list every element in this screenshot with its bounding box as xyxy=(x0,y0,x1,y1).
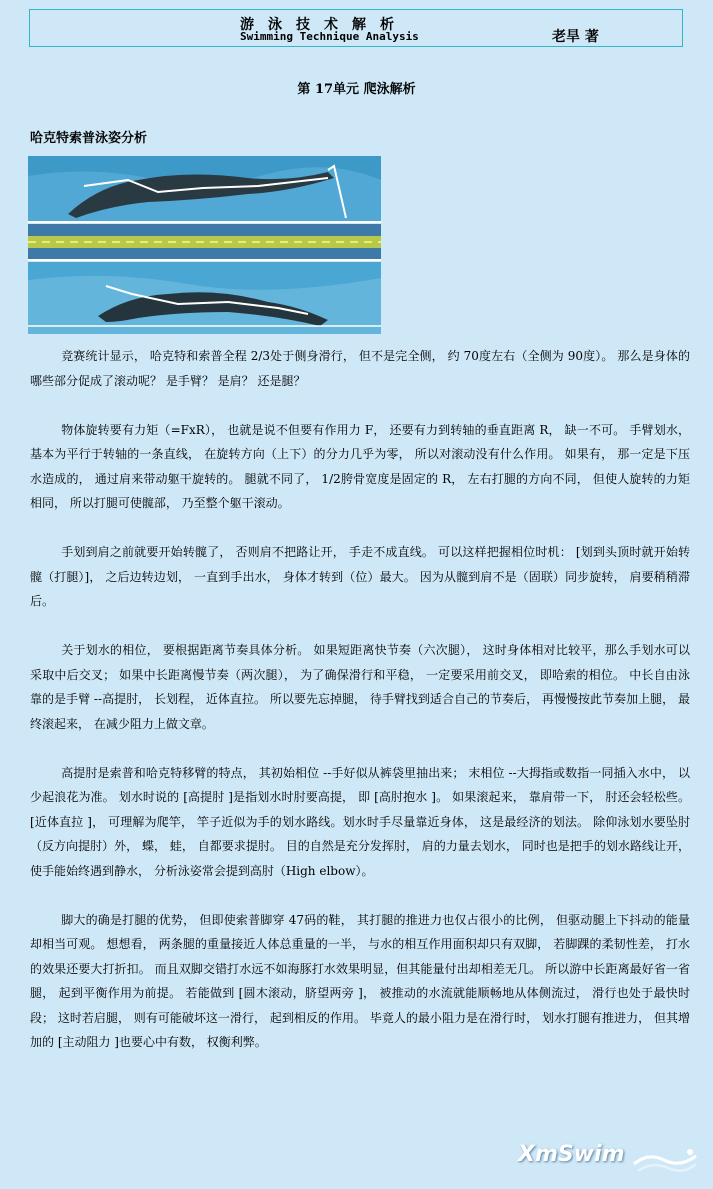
paragraph-6: 脚大的确是打腿的优势， 但即使索普脚穿 47码的鞋， 其打腿的推进力也仅占很小的比例， 但驱动腿上下抖动的能量却相当可观。 想想看， 两条腿的重量接近人体总重量的一半， 与水的相互作用面积却只有双脚， 若脚踝的柔韧性差， 打水的效果还要大打折扣。 而且双脚交错打水远不如海豚打水效果明显，但其能量付出却相差无几。 所以游中长距离最好省一省腿， 起到平衡作用为前提。 若能做到 [圆木滚动，脐望两旁 ]， 被推动的水流就能顺畅地从体侧流过， 滑行也处于最快时段； 这时若启腿， 则有可能破坏这一滑行， 起到相反的作用。 毕竟人的最小阻力是在滑行时， 划水打腿有推进力， 但其增加的 [主动阻力 ]也要心中有数， 权衡利弊。 xyxy=(30,912,690,1049)
swimmer-photo-icon xyxy=(28,156,381,334)
header-title-en: Swimming Technique Analysis xyxy=(240,30,419,43)
header-title-cn: 游泳技术解析 xyxy=(240,17,408,33)
paragraph-4: 关于划水的相位， 要根据距离节奏具体分析。 如果短距离快节奏（六次腿）， 这时身体相对比较平，那么手划水可以采取中后交叉； 如果中长距离慢节奏（两次腿）， 为了确保滑行和平稳， 一定要采用前交叉， 即哈索的相位。 中长自由泳靠的是手臂 --高提肘， 长划程， 近体直拉。 所以要先忘掉腿， 待手臂找到适合自己的节奏后， 再慢慢按此节奏加上腿， 最终滚起来， 在减少阻力上做文章。 xyxy=(30,643,690,731)
article-body xyxy=(30,344,690,1079)
unit-title: 第 17单元 爬泳解析 xyxy=(297,82,416,97)
paragraph-2: 物体旋转要有力矩（=FxR）， 也就是说不但要有作用力 F， 还要有力到转轴的垂直距离 R， 缺一不可。 手臂划水， 基本为平行于转轴的一条直线， 在旋转方向（上下）的分力几乎为零， 所以对滚动没有什么作用。 如果有， 那一定是下压水造成的， 通过肩来带动躯干旋转的。 腿就不同了， 1/2胯骨宽度是固定的 R， 左右打腿的方向不同， 但使人旋转的力矩相同， 所以打腿可使髋部， 乃至整个躯干滚动。 xyxy=(30,422,690,510)
paragraph-5: 高提肘是索普和哈克特移臂的特点， 其初始相位 --手好似从裤袋里抽出来； 末相位 --大拇指或数指一同插入水中， 以少起浪花为准。 划水时说的 [高提肘 ]是指划水时肘要高提， 即 [高肘抱水 ]。 如果滚起来， 靠肩带一下， 肘还会轻松些。 [近体直拉 ]， 可理解为爬竿， 竿子近似为手的划水路线。划水时手尽量靠近身体， 这是最经济的划法。 除仰泳划水要坠肘（反方向提肘）外， 蝶， 蛙， 自都要求提肘。 目的自然是充分发挥肘， 肩的力量去划水， 同时也是把手的划水路线让开， 使手能始终遇到静水， 分析泳姿常会提到高肘（High elbow）。 xyxy=(30,765,690,878)
xmswim-logo xyxy=(514,1140,700,1180)
header-box xyxy=(29,9,683,47)
header-author: 老旱 著 xyxy=(552,29,599,45)
paragraph-3: 手划到肩之前就要开始转髋了， 否则肩不把路让开， 手走不成直线。 可以这样把握相位时机： [划到头顶时就开始转髋（打腿）]， 之后边转边划， 一直到手出水， 身体才转到（位）最大。 因为从髋到肩不是（固联）同步旋转， 肩要稍稍滞后。 xyxy=(30,545,690,608)
wave-icon xyxy=(632,1146,698,1176)
paragraph-1: 竞赛统计显示， 哈克特和索普全程 2/3处于侧身滑行， 但不是完全侧， 约 70度左右（全侧为 90度）。 那么是身体的哪些部分促成了滚动呢？ 是手臂？ 是肩？ 还是腿？ xyxy=(30,349,690,388)
logo-text: XmSwim xyxy=(518,1142,625,1167)
section-title: 哈克特索普泳姿分析 xyxy=(30,131,148,146)
